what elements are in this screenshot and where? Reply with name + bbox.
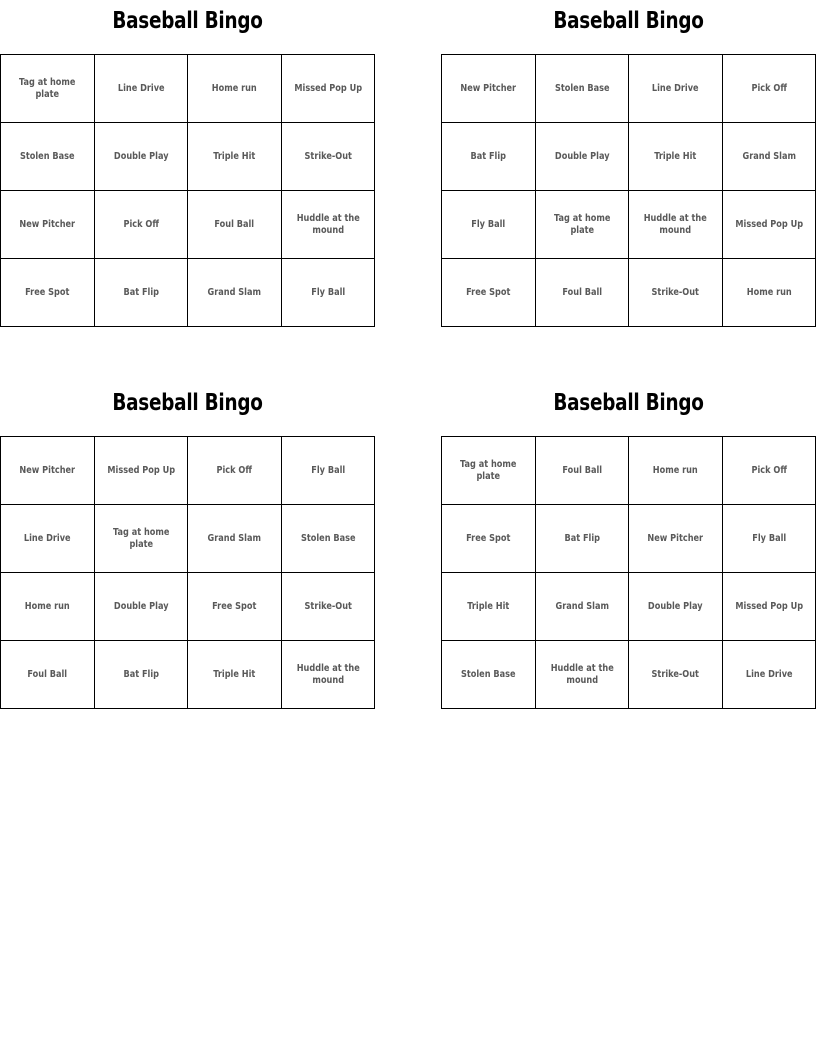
bingo-cell[interactable] bbox=[1, 437, 95, 505]
bingo-cell[interactable] bbox=[188, 123, 282, 191]
bingo-row bbox=[1, 573, 375, 641]
bingo-cell-label: Fly Ball bbox=[471, 218, 506, 230]
bingo-cell-label: New Pitcher bbox=[19, 464, 76, 476]
bingo-cell-label: Pick Off bbox=[751, 82, 787, 94]
bingo-cell-label: Line Drive bbox=[651, 82, 699, 94]
bingo-row bbox=[442, 55, 816, 123]
bingo-cell-label: Line Drive bbox=[117, 82, 165, 94]
bingo-cell[interactable] bbox=[442, 437, 536, 505]
bingo-cell[interactable] bbox=[94, 55, 188, 123]
bingo-cell-label: Pick Off bbox=[751, 464, 787, 476]
bingo-cell[interactable] bbox=[1, 259, 95, 327]
bingo-cell[interactable] bbox=[94, 191, 188, 259]
bingo-cell[interactable] bbox=[535, 191, 629, 259]
bingo-cell-label: Huddle at the mound bbox=[296, 662, 360, 686]
bingo-cell[interactable] bbox=[629, 505, 723, 573]
bingo-row bbox=[1, 641, 375, 709]
bingo-cell-label: Fly Ball bbox=[310, 464, 345, 476]
bingo-cell[interactable] bbox=[281, 641, 375, 709]
bingo-cell[interactable] bbox=[442, 259, 536, 327]
bingo-cell[interactable] bbox=[281, 259, 375, 327]
bingo-row bbox=[1, 123, 375, 191]
bingo-cell[interactable] bbox=[629, 55, 723, 123]
bingo-cell-label: Triple Hit bbox=[213, 668, 256, 680]
bingo-cell[interactable] bbox=[722, 573, 816, 641]
bingo-cell[interactable] bbox=[722, 437, 816, 505]
bingo-cell-label: Bat Flip bbox=[122, 668, 159, 680]
bingo-cell-label: Missed Pop Up bbox=[293, 82, 362, 94]
bingo-cell-label: New Pitcher bbox=[19, 218, 76, 230]
bingo-cell-label: Home run bbox=[652, 464, 698, 476]
bingo-cell-label: Line Drive bbox=[745, 668, 793, 680]
bingo-cell-label: Fly Ball bbox=[751, 532, 786, 544]
bingo-card-3 bbox=[0, 388, 375, 709]
bingo-cell[interactable] bbox=[94, 123, 188, 191]
bingo-cell-label: Stolen Base bbox=[300, 532, 356, 544]
bingo-cell-label: Home run bbox=[211, 82, 257, 94]
bingo-cell[interactable] bbox=[442, 505, 536, 573]
bingo-cell[interactable] bbox=[535, 123, 629, 191]
bingo-cell[interactable] bbox=[188, 191, 282, 259]
bingo-cell[interactable] bbox=[629, 641, 723, 709]
bingo-cell-label: Bat Flip bbox=[470, 150, 507, 162]
bingo-cell[interactable] bbox=[1, 123, 95, 191]
bingo-cell[interactable] bbox=[629, 191, 723, 259]
bingo-cell[interactable] bbox=[1, 55, 95, 123]
bingo-row bbox=[1, 437, 375, 505]
bingo-cell[interactable] bbox=[442, 573, 536, 641]
bingo-cell-label: Stolen Base bbox=[460, 668, 516, 680]
bingo-cell[interactable] bbox=[188, 573, 282, 641]
bingo-cell-label: New Pitcher bbox=[460, 82, 517, 94]
bingo-cell[interactable] bbox=[722, 505, 816, 573]
bingo-cell[interactable] bbox=[722, 259, 816, 327]
bingo-cell-label: Missed Pop Up bbox=[734, 218, 803, 230]
bingo-cell-label: Foul Ball bbox=[561, 286, 602, 298]
bingo-cell[interactable] bbox=[188, 55, 282, 123]
bingo-cell[interactable] bbox=[629, 123, 723, 191]
bingo-cell-label: Grand Slam bbox=[742, 150, 796, 162]
bingo-cell-label: Tag at home plate bbox=[19, 76, 76, 100]
bingo-cell-label: Bat Flip bbox=[563, 532, 600, 544]
bingo-cell[interactable] bbox=[281, 123, 375, 191]
bingo-cell[interactable] bbox=[535, 641, 629, 709]
bingo-cell-label: Double Play bbox=[554, 150, 610, 162]
bingo-cell[interactable] bbox=[94, 573, 188, 641]
bingo-cell-label: Tag at home plate bbox=[553, 212, 610, 236]
bingo-cell[interactable] bbox=[94, 505, 188, 573]
bingo-cell[interactable] bbox=[629, 573, 723, 641]
bingo-cell[interactable] bbox=[722, 123, 816, 191]
bingo-cell-label: Missed Pop Up bbox=[106, 464, 175, 476]
bingo-cell[interactable] bbox=[281, 505, 375, 573]
bingo-grid-3 bbox=[0, 436, 375, 709]
card-title-3: Baseball Bingo bbox=[112, 390, 263, 416]
bingo-cell-label: Triple Hit bbox=[467, 600, 510, 612]
bingo-cell[interactable] bbox=[442, 55, 536, 123]
bingo-row bbox=[442, 259, 816, 327]
bingo-cell[interactable] bbox=[535, 573, 629, 641]
bingo-cell-label: Double Play bbox=[113, 600, 169, 612]
bingo-card-1 bbox=[0, 6, 375, 327]
bingo-row bbox=[1, 55, 375, 123]
bingo-cell-label: Grand Slam bbox=[555, 600, 609, 612]
bingo-cell-label: Triple Hit bbox=[213, 150, 256, 162]
bingo-grid-2 bbox=[441, 54, 816, 327]
bingo-cell-label: Grand Slam bbox=[207, 532, 261, 544]
bingo-cell-label: Home run bbox=[24, 600, 70, 612]
bingo-card-2 bbox=[441, 6, 816, 327]
bingo-cell-label: Huddle at the mound bbox=[296, 212, 360, 236]
bingo-cell[interactable] bbox=[188, 437, 282, 505]
bingo-cell-label: Foul Ball bbox=[27, 668, 68, 680]
bingo-cell[interactable] bbox=[1, 505, 95, 573]
bingo-cell[interactable] bbox=[442, 123, 536, 191]
bingo-cell-label: Bat Flip bbox=[122, 286, 159, 298]
bingo-cell-label: Missed Pop Up bbox=[734, 600, 803, 612]
bingo-cell[interactable] bbox=[535, 259, 629, 327]
bingo-cell-label: Huddle at the mound bbox=[550, 662, 614, 686]
bingo-row bbox=[442, 437, 816, 505]
bingo-cell-label: Stolen Base bbox=[19, 150, 75, 162]
bingo-cell-label: Strike-Out bbox=[651, 668, 699, 680]
bingo-cell[interactable] bbox=[94, 437, 188, 505]
bingo-cell[interactable] bbox=[94, 641, 188, 709]
bingo-cell[interactable] bbox=[281, 437, 375, 505]
bingo-cell-label: Triple Hit bbox=[654, 150, 697, 162]
bingo-cell[interactable] bbox=[722, 641, 816, 709]
bingo-row bbox=[442, 123, 816, 191]
bingo-cell[interactable] bbox=[722, 55, 816, 123]
bingo-cell-label: Huddle at the mound bbox=[643, 212, 707, 236]
bingo-cell-label: Tag at home plate bbox=[460, 458, 517, 482]
bingo-cell-label: Pick Off bbox=[216, 464, 252, 476]
bingo-cell[interactable] bbox=[281, 55, 375, 123]
bingo-cell[interactable] bbox=[442, 191, 536, 259]
bingo-cell-label: Home run bbox=[746, 286, 792, 298]
bingo-row bbox=[442, 641, 816, 709]
bingo-cell-label: Foul Ball bbox=[561, 464, 602, 476]
bingo-cell[interactable] bbox=[535, 55, 629, 123]
bingo-cell[interactable] bbox=[535, 505, 629, 573]
bingo-row bbox=[1, 259, 375, 327]
bingo-grid-1 bbox=[0, 54, 375, 327]
bingo-cell[interactable] bbox=[722, 191, 816, 259]
bingo-cell-label: Grand Slam bbox=[207, 286, 261, 298]
bingo-cell[interactable] bbox=[94, 259, 188, 327]
bingo-card-4 bbox=[441, 388, 816, 709]
bingo-cell-label: Fly Ball bbox=[310, 286, 345, 298]
bingo-cell[interactable] bbox=[1, 641, 95, 709]
bingo-cell-label: Stolen Base bbox=[554, 82, 610, 94]
bingo-row bbox=[442, 505, 816, 573]
bingo-cell-label: Line Drive bbox=[23, 532, 71, 544]
bingo-cell[interactable] bbox=[281, 573, 375, 641]
bingo-cell-label: Strike-Out bbox=[304, 600, 352, 612]
bingo-cell-label: Strike-Out bbox=[651, 286, 699, 298]
bingo-cell[interactable] bbox=[188, 505, 282, 573]
bingo-cell[interactable] bbox=[535, 437, 629, 505]
bingo-cell[interactable] bbox=[629, 437, 723, 505]
bingo-cell-label: Foul Ball bbox=[214, 218, 255, 230]
bingo-cell-label: Free Spot bbox=[466, 532, 511, 544]
bingo-cell-label: Double Play bbox=[647, 600, 703, 612]
bingo-cell-label: Pick Off bbox=[123, 218, 159, 230]
card-title-2: Baseball Bingo bbox=[553, 8, 704, 34]
bingo-row bbox=[442, 573, 816, 641]
card-title-4: Baseball Bingo bbox=[553, 390, 704, 416]
bingo-grid-4 bbox=[441, 436, 816, 709]
bingo-cell[interactable] bbox=[188, 259, 282, 327]
bingo-row bbox=[1, 505, 375, 573]
bingo-row bbox=[1, 191, 375, 259]
bingo-row bbox=[442, 191, 816, 259]
bingo-cell[interactable] bbox=[281, 191, 375, 259]
bingo-cell-label: Free Spot bbox=[466, 286, 511, 298]
bingo-cell-label: Free Spot bbox=[25, 286, 70, 298]
bingo-cell-label: Strike-Out bbox=[304, 150, 352, 162]
bingo-cell[interactable] bbox=[188, 641, 282, 709]
bingo-cell-label: Free Spot bbox=[212, 600, 257, 612]
bingo-cell[interactable] bbox=[442, 641, 536, 709]
bingo-cell[interactable] bbox=[1, 573, 95, 641]
bingo-cell-label: New Pitcher bbox=[647, 532, 704, 544]
bingo-cell[interactable] bbox=[1, 191, 95, 259]
bingo-cell[interactable] bbox=[629, 259, 723, 327]
card-title-1: Baseball Bingo bbox=[112, 8, 263, 34]
bingo-cell-label: Double Play bbox=[113, 150, 169, 162]
bingo-cell-label: Tag at home plate bbox=[112, 526, 169, 550]
